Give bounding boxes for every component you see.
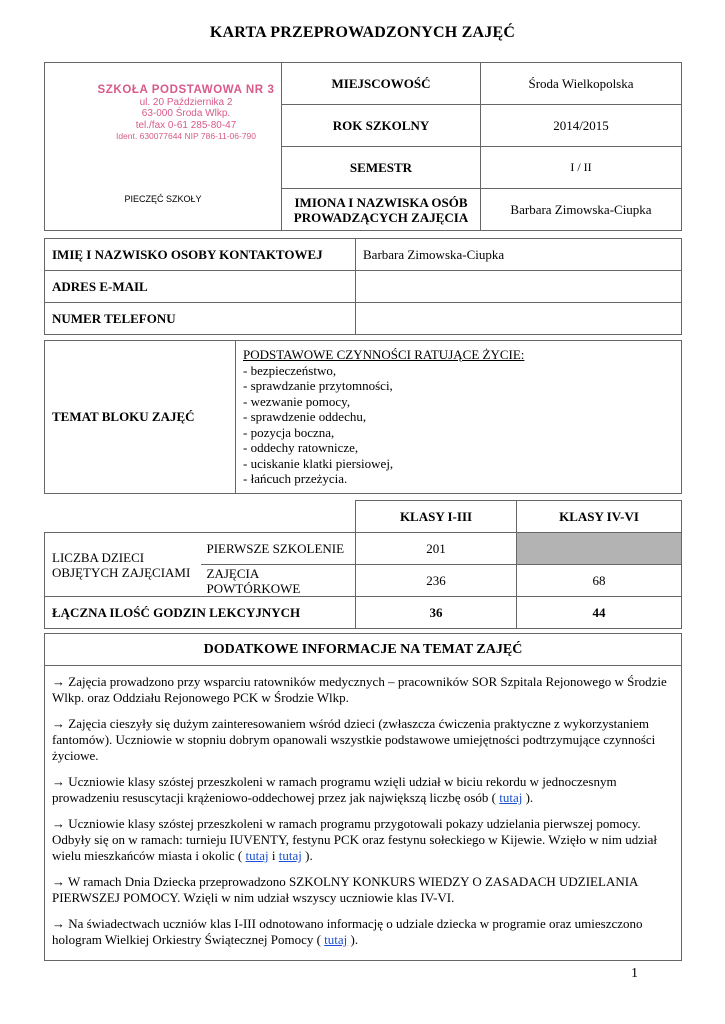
first-training-label: PIERWSZE SZKOLENIE	[201, 533, 356, 565]
total-hours-iv-vi: 44	[517, 597, 682, 629]
topic-item: - sprawdzanie przytomności,	[243, 378, 393, 393]
repeat-training-i-iii: 236	[356, 565, 517, 597]
additional-info-heading: DODATKOWE INFORMACJE NA TEMAT ZAJĘĆ	[45, 634, 682, 666]
info-text: → Uczniowie klasy szóstej przeszkoleni w ramach programu przygotowali pokazy udzielania pierwszej pomocy. Odbyły się on w ramach: turnieju IUVENTY, festynu PCK oraz festynu sołeckiego w Kijewie. Wzięło w nim udział wielu mieszkańców miasta i okolic (	[52, 816, 657, 863]
shows-link-1[interactable]: tutaj	[245, 848, 269, 863]
first-training-i-iii: 201	[356, 533, 517, 565]
stats-corner	[45, 501, 356, 533]
col-header-iv-vi: KLASY IV-VI	[517, 501, 682, 533]
topic-heading: PODSTAWOWE CZYNNOŚCI RATUJĄCE ŻYCIE:	[243, 347, 525, 362]
email-label: ADRES E-MAIL	[45, 271, 356, 303]
semestr-label: SEMESTR	[282, 147, 481, 189]
first-training-iv-vi	[517, 533, 682, 565]
school-stamp	[81, 85, 291, 143]
stamp-label: PIECZĘĆ SZKOŁY	[124, 194, 202, 204]
topic-table	[44, 340, 682, 494]
miejscowosc-value: Środa Wielkopolska	[481, 63, 682, 105]
total-hours-i-iii: 36	[356, 597, 517, 629]
school-info-table	[44, 62, 682, 231]
rok-szkolny-value: 2014/2015	[481, 105, 682, 147]
info-paragraph: → W ramach Dnia Dziecka przeprowadzono SZKOLNY KONKURS WIEDZY O ZASADACH UDZIELANIA PIERWSZEJ POMOCY. Wzięli w nim udział wszyscy uczniowie klas IV-VI.	[52, 874, 638, 905]
info-paragraph	[52, 816, 676, 864]
topic-item: - sprawdzenie oddechu,	[243, 409, 367, 424]
stamp-line: Ident. 630077644 NIP 786-11-06-790	[115, 131, 257, 141]
info-paragraph	[52, 774, 676, 806]
hologram-link[interactable]: tutaj	[324, 932, 348, 947]
topic-item: - bezpieczeństwo,	[243, 362, 337, 378]
email-value	[356, 271, 682, 303]
record-link[interactable]: tutaj	[499, 790, 523, 805]
stats-table	[44, 500, 682, 629]
info-text: → Uczniowie klasy szóstej przeszkoleni w ramach programu wzięli udział w biciu rekordu w jednoczesnym prowadzeniu resuscytacji krążeniowo-oddechowej przez jak największą liczbę osób (	[52, 774, 617, 805]
shows-link-2[interactable]: tutaj	[278, 848, 302, 863]
total-hours-label: ŁĄCZNA ILOŚĆ GODZIN LEKCYJNYCH	[45, 597, 356, 629]
info-paragraph: → Zajęcia cieszyły się dużym zainteresowaniem wśród dzieci (zwłaszcza ćwiczenia praktyczne z wykorzystaniem fantomów). Uczniowie w stopniu dobrym opanowali wszystkie podstawowe umiejętności podtrzymujące czynności życiowe.	[52, 716, 656, 763]
additional-info-body	[45, 666, 682, 961]
page-title: KARTA PRZEPROWADZONYCH ZAJĘĆ	[209, 24, 516, 41]
topic-item: - oddechy ratownicze,	[243, 440, 359, 455]
topic-content	[236, 341, 682, 494]
topic-item: - pozycja boczna,	[243, 424, 335, 440]
topic-item: - łańcuch przeżycia.	[243, 471, 348, 486]
school-stamp-cell	[45, 63, 282, 231]
stamp-line: SZKOŁA PODSTAWOWA NR 3	[97, 84, 275, 96]
info-text: → Na świadectwach uczniów klas I-III odnotowano informację o udziale dziecka w programie oraz umieszczono hologram Wielkiej Orkiestry Świątecznej Pomocy (	[52, 916, 643, 947]
info-text: ).	[525, 790, 534, 805]
repeat-training-iv-vi: 68	[517, 565, 682, 597]
phone-label: NUMER TELEFONU	[45, 303, 356, 335]
stamp-line: ul. 20 Października 2	[139, 96, 233, 108]
stamp-line: tel./fax 0-61 285-80-47	[135, 119, 237, 131]
miejscowosc-label: MIEJSCOWOŚĆ	[282, 63, 481, 105]
children-count-label: LICZBA DZIECI OBJĘTYCH ZAJĘCIAMI	[45, 533, 201, 597]
info-text: ).	[350, 932, 359, 947]
additional-info-table	[44, 633, 682, 961]
rok-szkolny-label: ROK SZKOLNY	[282, 105, 481, 147]
stamp-line: 63-000 Środa Wlkp.	[141, 108, 231, 119]
info-text: ).	[305, 848, 313, 863]
semestr-value: I / II	[481, 147, 682, 189]
col-header-i-iii: KLASY I-III	[356, 501, 517, 533]
info-paragraph	[52, 916, 676, 948]
info-paragraph: → Zajęcia prowadzono przy wsparciu ratowników medycznych – pracowników SOR Szpitala Rejonowego w Środzie Wlkp. oraz Oddziału Rejonowego PCK w Środzie Wlkp.	[52, 674, 667, 705]
osoby-prowadzace-value: Barbara Zimowska-Ciupka	[481, 189, 682, 231]
info-text: i	[268, 848, 279, 863]
contact-name-value: Barbara Zimowska-Ciupka	[356, 239, 682, 271]
topic-item: - wezwanie pomocy,	[243, 393, 351, 409]
contact-table	[44, 238, 682, 335]
contact-name-label: IMIĘ I NAZWISKO OSOBY KONTAKTOWEJ	[45, 239, 356, 271]
topic-label: TEMAT BLOKU ZAJĘĆ	[45, 341, 236, 494]
topic-item: - uciskanie klatki piersiowej,	[243, 455, 394, 471]
phone-value	[356, 303, 682, 335]
osoby-prowadzace-label: IMIONA I NAZWISKA OSÓB PROWADZĄCYCH ZAJĘCIA	[282, 189, 481, 231]
repeat-training-label: ZAJĘCIA POWTÓRKOWE	[201, 565, 356, 597]
page-number: 1	[631, 966, 638, 981]
